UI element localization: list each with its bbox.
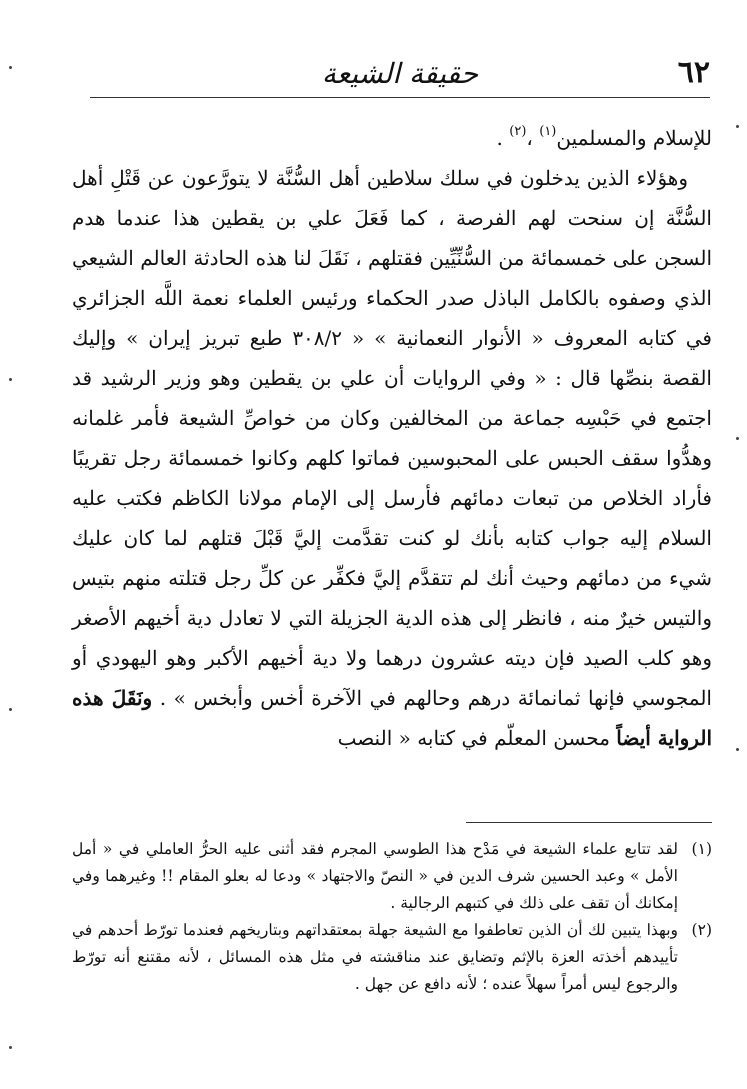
- footnote-separator: [466, 822, 712, 823]
- scan-speck: [736, 748, 739, 751]
- scan-speck: [736, 125, 739, 128]
- page-number: ٦٢: [677, 55, 710, 90]
- footnote-1-text: لقد تتابع علماء الشيعة في مَدْح هذا الطوسي المجرم فقد أثنى عليه الحرُّ العاملي في « أمل الأمل » وعبد الحسين شرف الدين في « النصّ والاجتهاد » ودعا له بعلو المقام !! وغيرهما وفي إمكانك أن تقف على ذلك في كتبهم الرجالية .: [72, 840, 678, 912]
- scan-speck: [9, 378, 12, 381]
- ref-separator: ،: [526, 126, 533, 150]
- paragraph-2: [72, 158, 712, 758]
- footnote-2-number: (٢): [691, 921, 712, 939]
- scan-speck: [9, 708, 12, 711]
- page-header: [90, 55, 710, 105]
- footnote-1-number: (١): [691, 840, 712, 858]
- footnote-2-text: وبهذا يتبين لك أن الذين تعاطفوا مع الشيعة جهلة بمعتقداتهم وبتاريخهم فعندما تورّط أحدهم في تأييدهم أخذته العزة بالإثم وتضايق عند مناقشته في مثل هذه المسائل ، لأنه مقتنع أنه تورّط والرجوع ليس أمراً سهلاً عنده ؛ لأنه دافع عن جهل .: [72, 921, 678, 993]
- footnote-ref-2: (٢): [509, 124, 527, 139]
- scan-speck: [9, 1046, 12, 1049]
- scan-speck: [9, 66, 12, 69]
- paragraph-1-text: للإسلام والمسلمين: [556, 126, 712, 150]
- footnotes: [72, 836, 712, 998]
- paragraph-1-end: .: [496, 126, 510, 150]
- paragraph-1: [72, 118, 712, 158]
- paragraph-2-continuation: محسن المعلّم في كتابه « النصب: [337, 726, 617, 750]
- scan-speck: [736, 437, 739, 440]
- footnote-2: [72, 917, 712, 998]
- footnote-ref-1: (١): [539, 124, 557, 139]
- running-title: حقيقة الشيعة: [321, 57, 479, 90]
- main-text: [72, 118, 712, 758]
- paragraph-2-text: وهؤلاء الذين يدخلون في سلك سلاطين أهل السُّنَّة لا يتورَّعون عن قَتْلِ أهل السُّنَّة إن سنحت لهم الفرصة ، كما فَعَلَ علي بن يقطين هذا عندما هدم السجن على خمسمائة من السُّنِّيِّين فقتلهم ، نَقَلَ لنا هذه الحادثة العالم الشيعي الذي وصفوه بالكامل الباذل صدر الحكماء ورئيس العلماء نعمة اللَّه الجزائري في كتابه المعروف « الأنوار النعمانية » « ٣٠٨/٢ طبع تبريز إيران » وإليك القصة بنصِّها قال : « وفي الروايات أن علي بن يقطين وهو وزير الرشيد قد اجتمع في حَبْسِه جماعة من المخالفين وكان من خواصِّ الشيعة فأمر غلمانه وهدُّوا سقف الحبس على المحبوسين فماتوا كلهم وكانوا خمسمائة رجل تقريبًا فأراد الخلاص من تبعات دمائهم فأرسل إلى الإمام مولانا الكاظم فكتب عليه السلام إليه جواب كتابه بأنك لو كنت تقدَّمت إليَّ قَبْلَ قتلهم لما كان عليك شيء من دمائهم وحيث أنك لم تتقدَّم إليَّ فكفِّر عن كلِّ رجل قتلته منهم بتيس والتيس خيرٌ منه ، فانظر إلى هذه الدية الجزيلة التي لا تعادل دية أخيهم الأصغر وهو كلب الصيد فإن ديته عشرون درهما ولا دية أخيهم الأكبر وهو اليهودي أو المجوسي فإنها ثمانمائة درهم وحالهم في الآخرة أخس وأبخس » .: [72, 166, 712, 710]
- emphasized-phrase: ونَقَلَ هذه الرواية أيضاً: [72, 686, 712, 750]
- header-rule: [90, 97, 710, 98]
- footnote-1: [72, 836, 712, 917]
